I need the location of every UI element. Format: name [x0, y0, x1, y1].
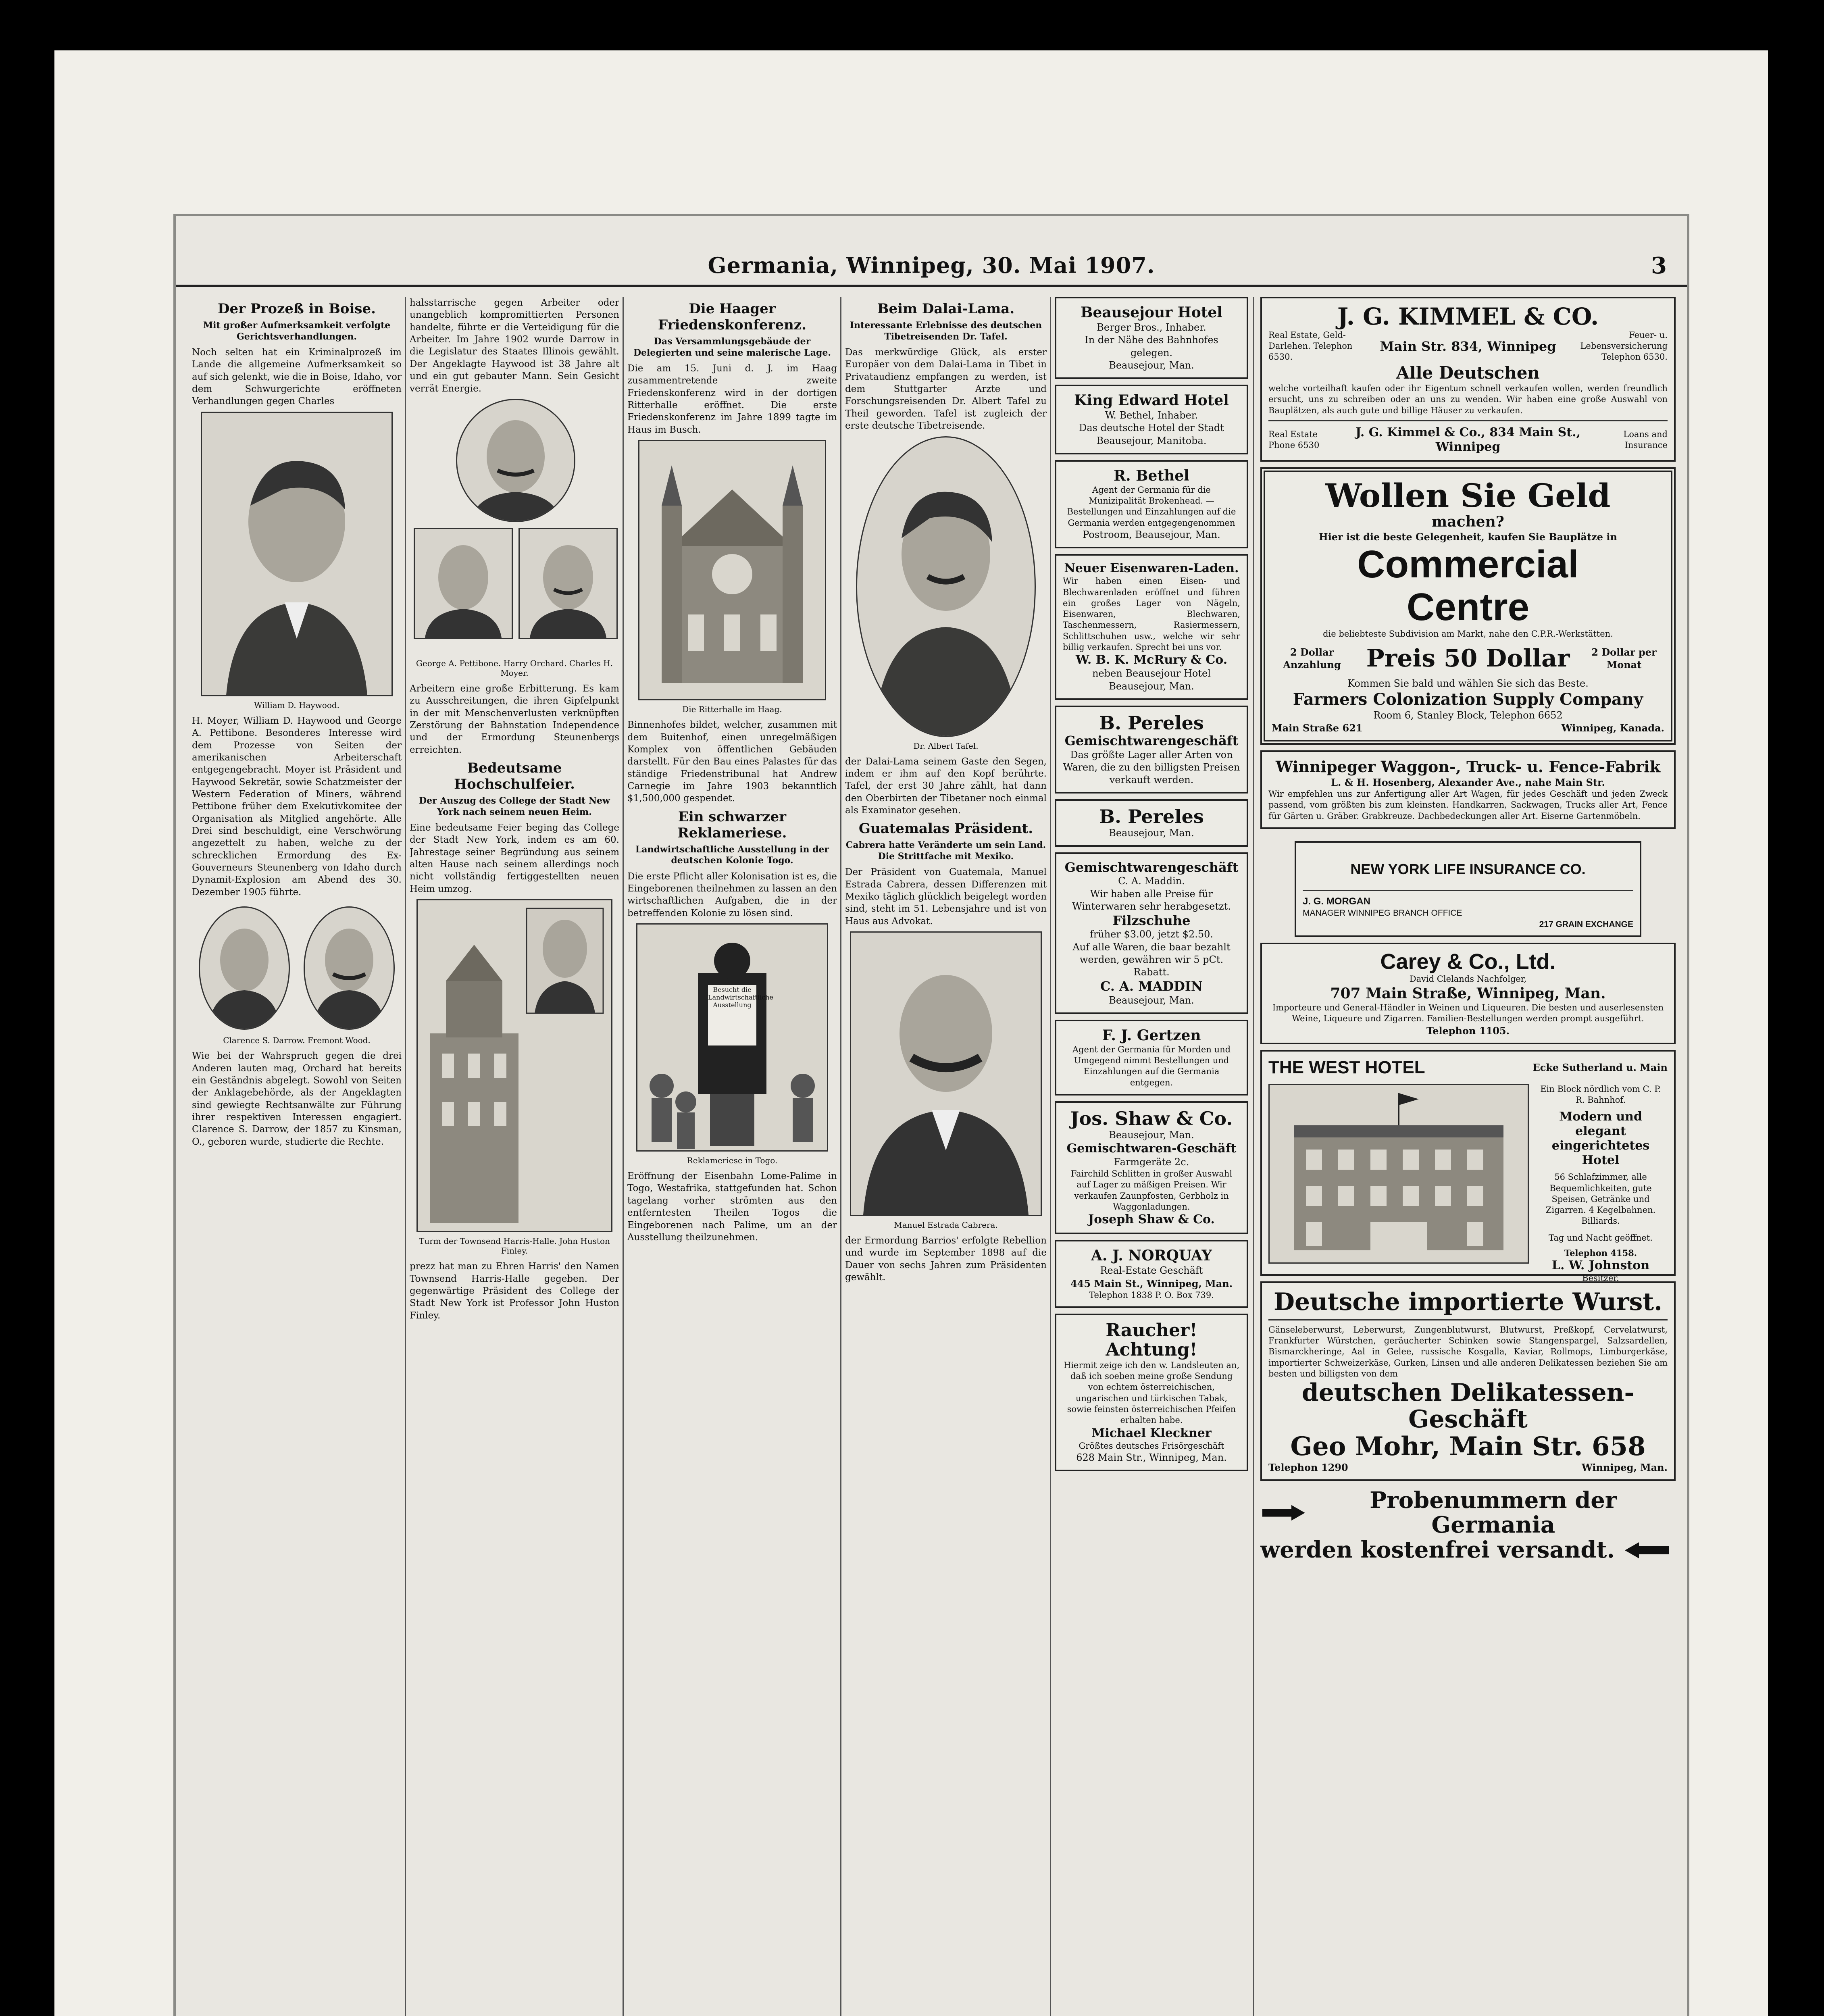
ad-brand: Commercial [1357, 543, 1579, 586]
page-title: Germania, Winnipeg, 30. Mai 1907. [708, 252, 1155, 278]
ad-text: Auf alle Waren, die baar bezahlt werden, gewähren wir 5 pCt. Rabatt. [1072, 941, 1231, 978]
ad-owner: W. Bethel, Inhaber. [1105, 410, 1198, 421]
portrait-icon [457, 400, 574, 521]
ad-headline: Modern und elegant eingerichtetes Hotel [1551, 1110, 1650, 1168]
ad-firm: Michael Kleckner [1091, 1426, 1212, 1440]
ad-probenummern [1260, 1487, 1676, 1564]
portrait-icon [857, 437, 1035, 736]
ad-subtitle: Real-Estate Geschäft [1100, 1265, 1203, 1277]
portrait-icon [200, 908, 289, 1029]
ad-text: Real Estate Phone 6530 [1268, 429, 1320, 450]
column-rule [1050, 297, 1051, 2016]
illustration-caption: Die Ritterhalle im Haag. [682, 704, 782, 714]
ad-text: Ein Block nördlich vom C. P. R. Bahnhof. [1540, 1084, 1661, 1105]
portrait-moyer [518, 528, 618, 639]
ad-telephone: Telephon 1838 P. O. Box 739. [1089, 1290, 1214, 1300]
column-4 [845, 297, 1047, 2016]
portrait-orchard [414, 528, 513, 639]
ad-r-bethel [1055, 460, 1248, 549]
article-subhead: Cabrera hatte Veränderte um sein Land. Die Strittfache mit Mexiko. [845, 840, 1046, 862]
ad-title: Probenummern der Germania [1370, 1487, 1617, 1539]
ad-title: werden kostenfrei versandt. [1260, 1536, 1615, 1563]
ad-king-edward-hotel [1055, 385, 1248, 454]
ad-text: Wir empfehlen uns zur Anfertigung aller Art Wagen, für jedes Geschäft und jeden Zweck passend, vom größten bis zum kleinsten. Handkarren, Sackwagen, Trucks aller Art, Fence für Gärten u. Gräber. Grabkreuze. Dachbedeckungen aller Art. Eiserne Gartenmöbeln. [1268, 789, 1668, 821]
portrait-icon [415, 529, 512, 638]
article-headline: Ein schwarzer Reklameriese. [677, 808, 787, 841]
portraits-caption: Clarence S. Darrow. Fremont Wood. [223, 1035, 371, 1045]
ad-title: J. G. KIMMEL & CO. [1337, 303, 1599, 330]
ad-deutsche-wurst [1260, 1281, 1676, 1481]
ad-address: 707 Main Straße, Winnipeg, Man. [1330, 985, 1606, 1002]
ad-text: Das größte Lager aller Arten von Waren, die zu den billigsten Preisen verkauft werden. [1063, 749, 1240, 786]
ad-headline: Alle Deutschen [1396, 362, 1540, 383]
ad-item: Filzschuhe [1112, 912, 1191, 928]
ad-subtitle: Farmgeräte 2c. [1114, 1156, 1189, 1168]
ad-title: F. J. Gertzen [1102, 1027, 1201, 1044]
ad-text: Hiermit zeige ich den w. Landsleuten an, daß ich soeben meine große Sendung von echtem österreichischen, ungarischen und türkischen Tabak, sowie feinsten österreichischen Pfeifen erhalten habe. [1063, 1360, 1240, 1425]
building-icon [639, 441, 825, 699]
college-illustration [416, 899, 612, 1232]
portrait-icon [520, 529, 616, 638]
ad-title: B. Pereles [1099, 712, 1204, 734]
column-1 [192, 297, 402, 2016]
sign-text: Besucht die Landwirtschaftliche Ausstellung [708, 986, 773, 1009]
ad-address: Room 6, Stanley Block, Telephon 6652 [1373, 710, 1563, 721]
article-subhead: Interessante Erlebnisse des deutschen Tibetreisenden Dr. Tafel. [850, 320, 1042, 342]
portrait-icon [851, 933, 1041, 1215]
column-rule [840, 297, 841, 2016]
hotel-illustration [1268, 1084, 1529, 1264]
ad-subtitle: Größtes deutsches Frisörgeschäft [1079, 1441, 1224, 1451]
ad-telephone: Telephon 1290 [1268, 1461, 1348, 1473]
article-text: prezz hat man zu Ehren Harris' den Namen Townsend Harris-Halle gegeben. Der gegenwärtige Präsident des College der Stadt New York ist Professor John Huston Finley. [410, 1261, 619, 1321]
ad-subtitle: machen? [1432, 513, 1504, 530]
ad-text: 2 Dollar per Monat [1591, 646, 1657, 671]
ad-text: Loans and Insurance [1623, 429, 1668, 450]
ad-title: Winnipeger Waggon-, Truck- u. Fence-Fabrik [1275, 758, 1661, 776]
portrait-pair [192, 902, 402, 1034]
portrait-caption: Dr. Albert Tafel. [913, 741, 979, 751]
ad-price: früher $3.00, jetzt $2.50. [1089, 929, 1214, 940]
pointing-hand-icon [1260, 1503, 1307, 1523]
ad-place: Beausejour, Man. [1109, 827, 1194, 839]
ad-role: MANAGER WINNIPEG BRANCH OFFICE [1303, 908, 1462, 918]
article-text: Der Präsident von Guatemala, Manuel Estrada Cabrera, dessen Differenzen mit Mexiko täglich glücklich beigelegt worden sind, steht im 51. Lebensjahre und ist von Haus aus Advokat. [845, 867, 1047, 927]
ad-text: 2 Dollar Anzahlung [1283, 646, 1341, 671]
ad-firm: W. B. K. McRury & Co. [1075, 653, 1228, 667]
ad-owner: L. W. Johnston [1551, 1258, 1650, 1273]
pointing-hand-icon [1623, 1540, 1671, 1560]
hotel-details [1536, 1084, 1665, 1284]
ad-text: Gänseleberwurst, Leberwurst, Zungenblutwurst, Blutwurst, Preßkopf, Cervelatwurst, Frankfurter Würstchen, geräucherter Schinken sowie Stangenspargel, Salzsardellen, Bismarckheringe, Aal in Gelee, russische Kosgalla, Kaviar, Rollmops, Limburgerkäse, importierter Schweizerkäse, Gurken, Linsen und alle anderen Delikatessen beziehen Sie am besten und billigsten von dem [1268, 1325, 1668, 1379]
article-headline: Bedeutsame Hochschulfeier. [454, 760, 575, 793]
ad-title: Neuer Eisenwaren-Laden. [1064, 561, 1239, 576]
portrait-wood [304, 906, 395, 1030]
ad-address: Main Straße 621 [1272, 722, 1363, 734]
ad-text: welche vorteilhaft kaufen oder ihr Eigentum schnell verkaufen wollen, werden freundlich ersucht, uns zu schreiben oder an uns zu wenden. Wir haben eine große Auswahl von Bauplätzen, als auch gute und billige Häuser zu verkaufen. [1268, 383, 1668, 415]
article-text: Noch selten hat ein Kriminalprozeß im Lande die allgemeine Aufmerksamkeit so auf sich gelenkt, wie die in Boise, Idaho, vor dem Schwurgerichte eröffneten Verhandlungen gegen Charles [192, 347, 402, 407]
ad-title: Deutsche importierte Wurst. [1273, 1287, 1663, 1316]
article-text: der Dalai-Lama seinem Gaste den Segen, indem er ihm auf den Kopf berührte. Tafel, der erst 30 Jahre zählt, hat dann den Oberbirten der Tibetaner noch einmal als Examinator gesehen. [845, 756, 1047, 816]
ad-text: Kommen Sie bald und wählen Sie sich das Beste. [1347, 677, 1589, 689]
ad-address: 217 GRAIN EXCHANGE [1539, 919, 1633, 929]
illustration-caption: Reklameriese in Togo. [687, 1156, 778, 1166]
portrait-icon [305, 908, 394, 1029]
column-2 [410, 297, 619, 2016]
column-rule [1253, 297, 1254, 2016]
article-subhead: Das Versammlungsgebäude der Delegierten und seine malerische Lage. [633, 336, 831, 358]
ad-place: Beausejour, Man. [1109, 994, 1194, 1006]
ad-raucher [1055, 1314, 1248, 1471]
ad-city: Winnipeg, Man. [1581, 1461, 1668, 1473]
ad-place: Postroom, Beausejour, Man. [1083, 529, 1220, 541]
ad-waggon-fabrik [1260, 750, 1676, 829]
ad-norquay [1055, 1240, 1248, 1308]
ad-owner-role: Besitzer. [1582, 1273, 1619, 1283]
togo-reklame-illustration [636, 923, 828, 1152]
ad-beausejour-hotel [1055, 297, 1248, 379]
hotel-building-icon [1270, 1085, 1528, 1262]
portrait-pettibone [456, 399, 575, 522]
article-subhead: Landwirtschaftliche Ausstellung in der deutschen Kolonie Togo. [635, 844, 829, 866]
portrait-caption: William D. Haywood. [254, 700, 340, 710]
ad-pereles-1 [1055, 706, 1248, 794]
article-text: Die am 15. Juni d. J. im Haag zusammentretende zweite Friedenskonferenz wird in der dortigen Ritterhalle eröffnet. Die erste Friedenskonferenz im Jahre 1899 tagte im Haus im Busch. [627, 363, 837, 435]
ad-owner: Berger Bros., Inhaber. [1097, 322, 1206, 333]
article-text: Arbeitern eine große Erbitterung. Es kam zu Ausschreitungen, die ihren Gipfelpunkt in der mit Menschenverlusten verknüpften Zerstörung der Bahnstation Independence und der Ermordung Steunenbergs erreichten. [410, 683, 619, 755]
ad-title: Raucher! Achtung! [1106, 1320, 1197, 1360]
article-text: Eine bedeutsame Feier beging das College der Stadt New York, indem es am 60. Jahrestage seiner Begründung aus seinem alten Hause nach seinem allerdings noch nicht vollständig fertiggestellten neuen Heim umzog. [410, 823, 619, 894]
article-text: Eröffnung der Eisenbahn Lome-Palime in Togo, Westafrika, stattgefunden hat. Schon tagelang vorher strömten aus den entferntesten Theilen Togos die Eingeborenen nach Palime, um an der Ausstellung theilzunehmen. [627, 1171, 837, 1243]
ad-jos-shaw [1055, 1101, 1248, 1234]
giant-figure-icon [637, 925, 827, 1150]
ad-place: Beausejour, Man. [1109, 1129, 1194, 1141]
ad-text: In der Nähe des Bahnhofes gelegen. [1085, 334, 1218, 358]
ad-title: R. Bethel [1114, 467, 1189, 484]
portrait-haywood [201, 412, 393, 696]
illustration-caption: Turm der Townsend Harris-Halle. John Huston Finley. [419, 1236, 610, 1256]
ad-title: Beausejour Hotel [1081, 304, 1222, 321]
ad-firm: Geo Mohr, Main Str. 658 [1290, 1431, 1646, 1462]
portrait-cabrera [850, 931, 1042, 1216]
portrait-tafel [856, 436, 1036, 737]
ad-text: Agent der Germania für Morden und Umgegend nimmt Bestellungen und Einzahlungen auf die Germania entgegen. [1072, 1044, 1231, 1087]
ad-eisenwaren [1055, 554, 1248, 700]
ad-address: 628 Main Str., Winnipeg, Man. [1076, 1452, 1227, 1463]
column-5-ads [1055, 297, 1248, 2016]
ad-title: Carey & Co., Ltd. [1380, 950, 1556, 974]
ad-title: Jos. Shaw & Co. [1070, 1108, 1233, 1130]
column-rule [623, 297, 624, 2016]
article-text: Wie bei der Wahrspruch gegen die drei Anderen lauten mag, Orchard hat bereits ein Geständnis abgelegt. Sowohl von Seiten der Anklagebehörde, als der Angeklagten sind gewiegte Rechtsanwälte zur Führung ihrer respektiven Interessen engagiert. Clarence S. Darrow, der 1857 zu Kinsman, O., geboren wurde, studierte die Rechte. [192, 1051, 402, 1147]
article-text: Das merkwürdige Glück, als erster Europäer von dem Dalai-Lama in Tibet in Privataudienz empfangen zu werden, ist dem Stuttgarter Arzte und Forschungsreisenden Dr. Albert Tafel zu Theil geworden. Tafel ist zugleich der erste deutsche Tibetreisende. [845, 347, 1047, 431]
ad-kimmel [1260, 297, 1676, 462]
article-subhead: Der Auszug des College der Stadt New York nach seinem neuen Heim. [419, 796, 610, 817]
ad-text: die beliebteste Subdivision am Markt, nahe den C.P.R.-Werkstätten. [1323, 629, 1613, 639]
ad-firm: Joseph Shaw & Co. [1088, 1212, 1215, 1227]
ad-title: A. J. NORQUAY [1091, 1247, 1212, 1264]
ad-gertzen [1055, 1020, 1248, 1095]
ad-headline: deutschen Delikatessen-Geschäft [1301, 1379, 1635, 1434]
ad-subtitle: Gemischtwarengeschäft [1064, 733, 1239, 749]
column-rule [405, 297, 406, 2016]
ad-footer: J. G. Kimmel & Co., 834 Main St., Winnipeg [1355, 425, 1581, 454]
ad-text: Wir haben einen Eisen- und Blechwarenladen eröffnet und führen ein großes Lager von Nägeln, Eisenwaren, Blechwaren, Taschenmessern, Rasiermessern, Schlittschuhen usw., welche wir sehr billig verkaufen. Sprecht bei uns vor. [1063, 576, 1240, 652]
ad-title: Gemischtwarengeschäft [1064, 860, 1239, 875]
ad-west-hotel [1260, 1050, 1676, 1283]
ad-text: Hier ist die beste Gelegenheit, kaufen Sie Bauplätze in [1319, 531, 1617, 543]
ad-title: NEW YORK LIFE INSURANCE CO. [1350, 861, 1586, 878]
ad-firm: Farmers Colonization Supply Company [1293, 690, 1643, 709]
ad-name: J. G. MORGAN [1303, 896, 1371, 907]
ad-subtitle: Gemischtwaren-Geschäft [1066, 1141, 1237, 1156]
ad-title: King Edward Hotel [1074, 392, 1229, 409]
ad-text: Real Estate, Geld-Darlehen. Telephon 6530. [1268, 330, 1353, 362]
ad-place: Beausejour, Manitoba. [1096, 435, 1207, 446]
ad-text: Importeure und General-Händler in Weinen und Liqueuren. Die besten und auserlesensten Weine, Liqueure und Zigarren. Familien-Bestellungen werden prompt ausgeführt. [1272, 1002, 1664, 1024]
ad-brand: Centre [1406, 585, 1530, 629]
ad-text: Wir haben alle Preise für Winterwaren sehr herabgesetzt. [1072, 888, 1231, 912]
article-text: der Ermordung Barrios' erfolgte Rebellion und wurde im September 1898 auf die Dauer von sechs Jahren zum Präsidenten gewählt. [845, 1235, 1047, 1283]
article-text: H. Moyer, William D. Haywood und George A. Pettibone. Besonderes Interesse wird dem Prozesse von Seiten der amerikanischen Arbeiterschaft entgegengebracht. Moyer ist Präsident und Haywood Sekretär, sowie Schatzmeister der Western Federation of Miners, während Pettibone früher dem Exekutivkomitee der Organisation als Mitglied angehörte. Alle Drei sind beschuldigt, eine Verschwörung angezettelt zu haben, welche zu der schrecklichen Ermordung des Ex-Gouverneurs Steunenberg von Idaho durch Dynamit-Explosion am Abend des 30. Dezember 1905 führte. [192, 715, 402, 898]
article-headline: Der Prozeß in Boise. [217, 301, 376, 317]
newspaper-page [173, 214, 1689, 2016]
ad-price: Preis 50 Dollar [1366, 644, 1570, 673]
ad-text: Agent der Germania für die Munizipalität Brokenhead. — Bestellungen und Einzahlungen auf die Germania werden entgegengenommen [1067, 485, 1236, 528]
ad-maddin [1055, 852, 1248, 1014]
masthead [176, 252, 1687, 287]
ad-text: neben Beausejour Hotel [1092, 668, 1211, 679]
ad-city: Winnipeg, Kanada. [1561, 722, 1664, 734]
ad-subtitle: David Clelands Nachfolger, [1409, 974, 1527, 984]
ridderzaal-illustration [638, 440, 826, 700]
article-text: Die erste Pflicht aller Kolonisation ist es, die Eingeborenen theilnehmen zu lassen an den wirtschaftlichen Aufgaben, die in der betreffenden Kolonie zu lösen sind. [627, 871, 837, 918]
ad-text: Das deutsche Hotel der Stadt [1079, 422, 1224, 434]
article-headline: Die Haager Friedenskonferenz. [658, 301, 806, 333]
ad-place: Beausejour, Man. [1109, 359, 1194, 371]
ad-title: Wollen Sie Geld [1325, 476, 1611, 514]
ad-address: Ecke Sutherland u. Main [1532, 1062, 1668, 1074]
ad-address: Main Str. 834, Winnipeg [1380, 338, 1556, 354]
page-number: 3 [1651, 252, 1667, 279]
ad-text: Feuer- u. Lebensversicherung Telephon 6530. [1580, 330, 1668, 362]
ad-title: THE WEST HOTEL [1268, 1057, 1425, 1077]
ad-telephone: Telephon 1105. [1426, 1025, 1510, 1037]
portraits-caption: George A. Pettibone. Harry Orchard. Charles H. Moyer. [416, 658, 613, 678]
portrait-caption: Manuel Estrada Cabrera. [894, 1220, 998, 1230]
column-6-ads [1260, 297, 1676, 2016]
ad-telephone: Telephon 4158. [1564, 1248, 1637, 1258]
ad-firm: C. A. MADDIN [1100, 979, 1203, 994]
ad-address: 445 Main St., Winnipeg, Man. [1070, 1277, 1233, 1289]
ad-commercial-centre [1260, 467, 1676, 745]
article-headline: Beim Dalai-Lama. [877, 301, 1015, 317]
article-headline: Guatemalas Präsident. [858, 821, 1033, 837]
ad-text: 56 Schlafzimmer, alle Bequemlichkeiten, gute Speisen, Getränke und Zigarren. 4 Kegelbahnen. Billiards. [1545, 1172, 1656, 1226]
ad-text: Fairchild Schlitten in großer Auswahl auf Lager zu mäßigen Preisen. Wir verkaufen Zaunpfosten, Gerbholz in Waggonladungen. [1070, 1169, 1233, 1212]
article-text: halsstarrische gegen Arbeiter oder unangeblich kompromittierten Personen handelte, führte er die Verteidigung für die Arbeiter. Im Jahre 1902 wurde Darrow in die Legislatur des Staates Illinois gewählt. Der Angeklagte Haywood ist 38 Jahre alt und ein gut gebauter Mann. Sein Gesicht verrät Energie. [410, 298, 619, 394]
ad-place: Beausejour, Man. [1109, 680, 1194, 692]
column-3 [627, 297, 837, 2016]
tower-icon [418, 900, 611, 1231]
ad-new-york-life [1295, 841, 1641, 937]
ad-text: Tag und Nacht geöffnet. [1549, 1233, 1653, 1243]
portrait-group [410, 399, 619, 657]
article-subhead: Mit großer Aufmerksamkeit verfolgte Gerichtsverhandlungen. [203, 320, 391, 342]
ad-owner: C. A. Maddin. [1118, 875, 1185, 887]
ad-title: B. Pereles [1099, 806, 1204, 828]
portrait-icon [202, 413, 391, 695]
portrait-darrow [199, 906, 290, 1030]
ad-pereles-2 [1055, 799, 1248, 847]
ad-owner: L. & H. Hosenberg, Alexander Ave., nahe Main Str. [1331, 776, 1605, 788]
ad-carey [1260, 943, 1676, 1044]
article-text: Binnenhofes bildet, welcher, zusammen mit dem Buitenhof, einen unregelmäßigen Komplex von öffentlichen Gebäuden darstellt. Für den Bau eines Palastes für das ständige Friedenstribunal hat Andrew Carnegie im Jahre 1903 bekanntlich $1,500,000 gespendet. [627, 720, 837, 804]
